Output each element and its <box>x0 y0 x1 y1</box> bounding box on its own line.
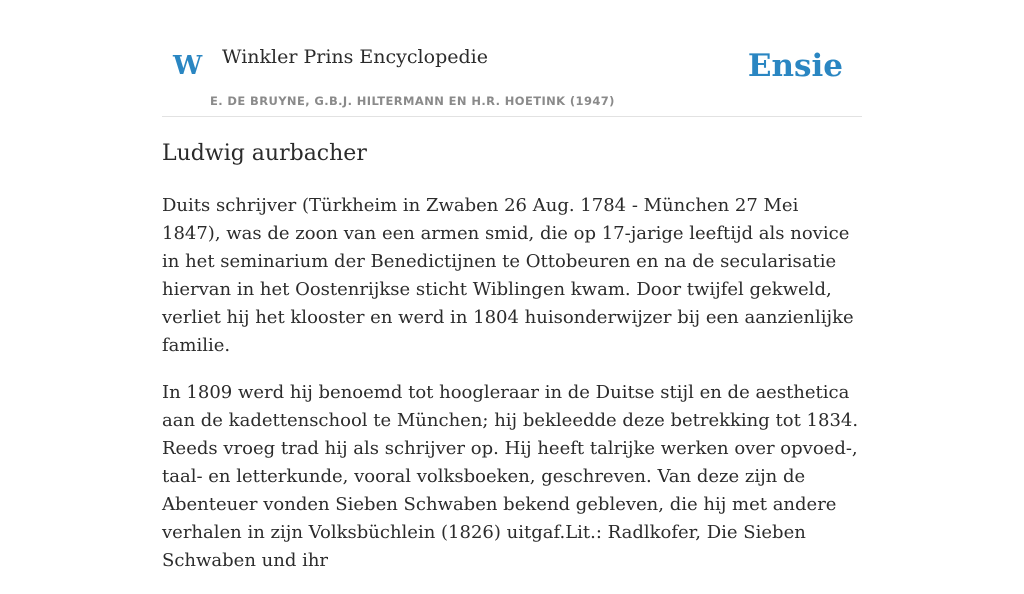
entry-paragraph: Duits schrijver (Türkheim in Zwaben 26 Aug. 1784 - München 27 Mei 1847), was de zoon van een armen smid, die op 17-jarige leeftijd als novice in het seminarium der Benedictijnen te Ottobeuren en na de secularisatie hiervan in het Oostenrijkse sticht Wiblingen kwam. Door twijfel gekweld, verliet hij het klooster en werd in 1804 huisonderwijzer bij een aanzienlijke familie. <box>162 195 854 356</box>
ensie-brand-logo[interactable]: Ensie <box>747 48 843 84</box>
entry-title: Ludwig aurbacher <box>162 141 367 166</box>
source-header <box>162 0 862 117</box>
source-authors: E. DE BRUYNE, G.B.J. HILTERMANN EN H.R. HOETINK (1947) <box>210 94 615 108</box>
winkler-prins-logo[interactable]: W <box>173 51 203 81</box>
entry-paragraph: In 1809 werd hij benoemd tot hoogleraar in de Duitse stijl en de aesthetica aan de kadettenschool te München; hij bekleedde deze betrekking tot 1834. Reeds vroeg trad hij als schrijver op. Hij heeft talrijke werken over opvoed-, taal- en letterkunde, vooral volksboeken, geschreven. Van deze zijn de Abenteuer vonden Sieben Schwaben bekend gebleven, die hij met andere verhalen in zijn Volksbüchlein (1826) uitgaf.Lit.: Radlkofer, Die Sieben Schwaben und ihr <box>162 382 859 571</box>
entry-body <box>162 192 862 594</box>
source-title[interactable]: Winkler Prins Encyclopedie <box>222 46 488 68</box>
